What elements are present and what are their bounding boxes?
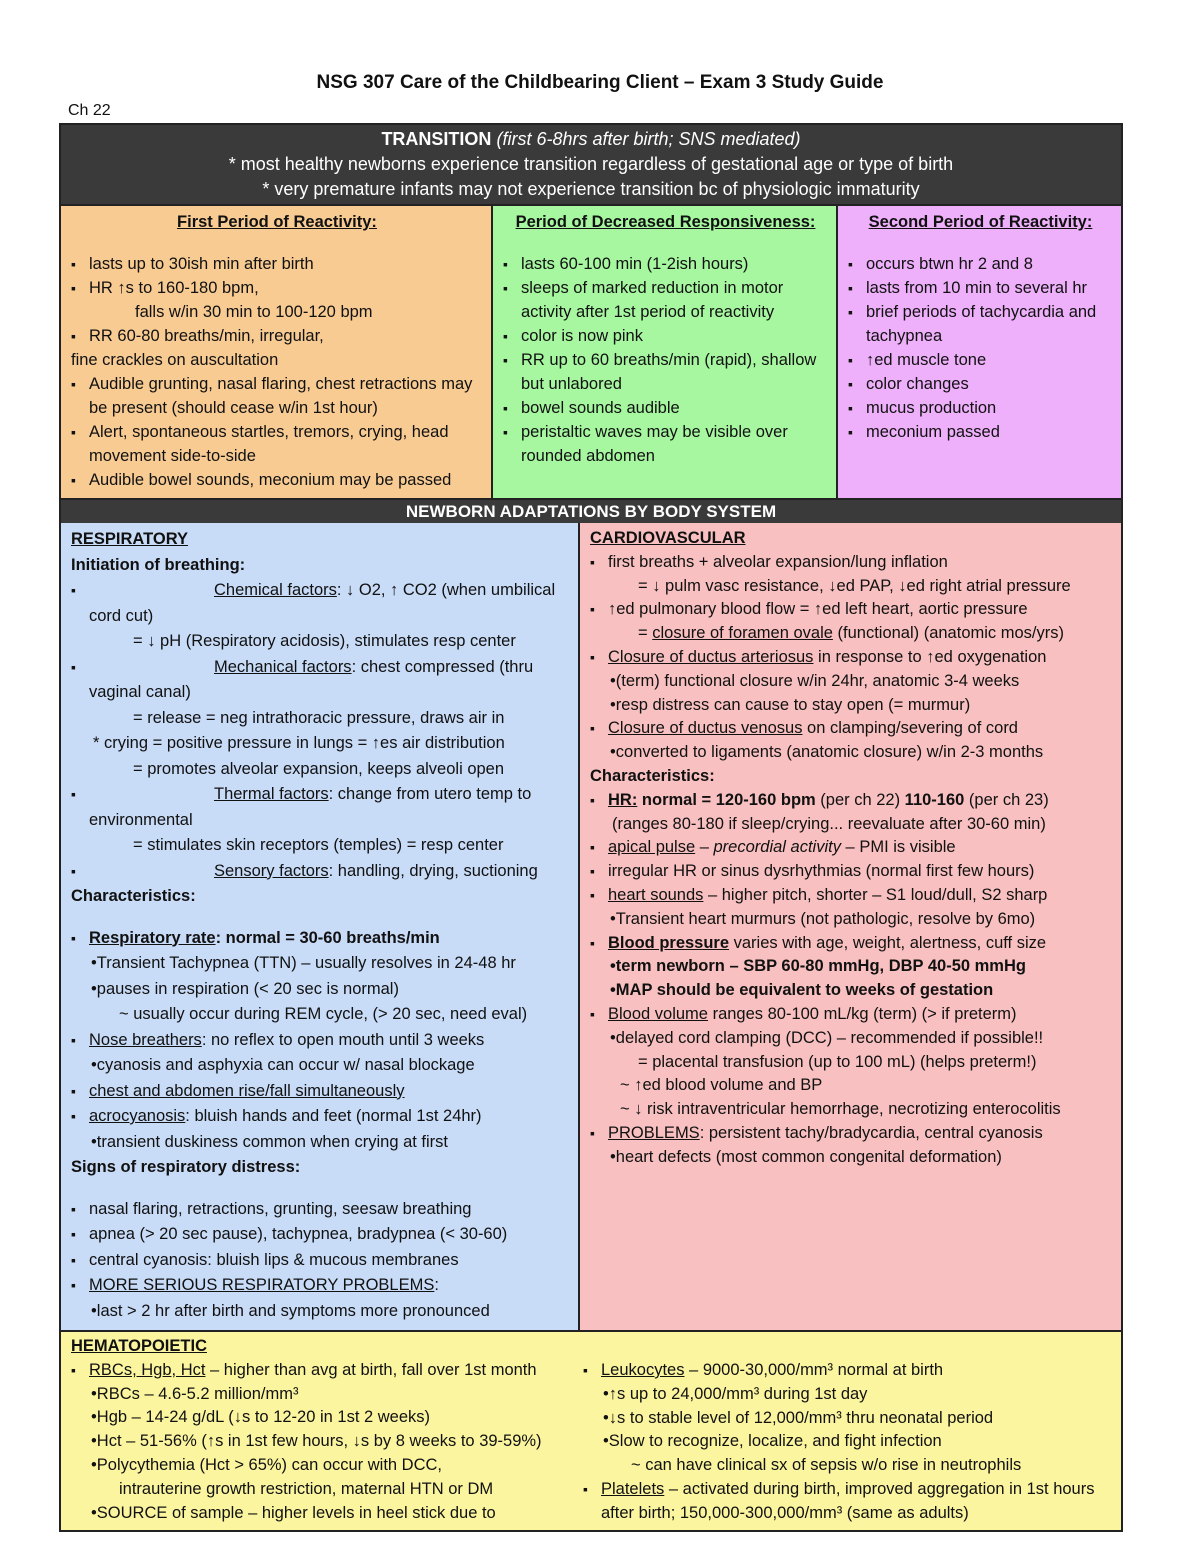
- apical-pulse-text: – PMI is visible: [840, 838, 956, 857]
- list-item-continuation: falls w/in 30 min to 100-120 bpm: [135, 303, 373, 321]
- acro-text: : bluish hands and feet (normal 1st 24hr): [185, 1107, 482, 1125]
- transition-heading: TRANSITION: [381, 129, 492, 149]
- hr-text: normal = 120-160 bpm: [637, 790, 816, 809]
- leu-sub-1: • ↑s up to 24,000/mm³ during 1st day: [583, 1383, 1113, 1407]
- rr-label: Respiratory rate: [89, 928, 216, 947]
- bp-label: Blood pressure: [608, 933, 730, 952]
- list-item: ▪ apical pulse – precordial activity – PMI is visible: [590, 836, 1113, 860]
- rbc-label: RBCs, Hgb, Hct: [89, 1360, 206, 1379]
- list-item: ▪ Alert, spontaneous startles, tremors, crying, head movement side-to-side: [71, 420, 483, 468]
- list-item: [71, 782, 570, 833]
- apical-pulse-label: apical pulse: [608, 838, 696, 857]
- rr-text: : normal = 30-60 breaths/min: [215, 928, 440, 947]
- reactivity-periods-row: [61, 204, 1121, 498]
- chem-label: Chemical factors: [214, 581, 337, 599]
- list-item: ▪ brief periods of tachycardia and tachypnea: [848, 300, 1113, 348]
- list-item: [71, 859, 570, 885]
- problems-label: PROBLEMS: [608, 1123, 700, 1142]
- transition-header: [61, 125, 1121, 204]
- list-item: ▪ irregular HR or sinus dysrhythmias (normal first few hours): [590, 860, 1113, 884]
- mech-label: Mechanical factors: [214, 657, 352, 676]
- list-item: [590, 1122, 1113, 1146]
- list-item: [590, 789, 1113, 813]
- list-item: [71, 926, 570, 952]
- bp-sub-2: • MAP should be equivalent to weeks of gestation: [590, 979, 1113, 1003]
- bp-text: varies with age, weight, alertness, cuff size: [729, 933, 1047, 952]
- blood-volume-text: ranges 80-100 mL/kg (term) (> if preterm): [707, 1004, 1017, 1023]
- respiratory-column: [61, 523, 580, 1330]
- initiation-label: Initiation of breathing:: [71, 555, 246, 574]
- rr-sub-2: • pauses in respiration (< 20 sec is normal): [71, 977, 570, 1003]
- heart-sounds-text: – higher pitch, shorter – S1 loud/dull, S2 sharp: [703, 885, 1048, 904]
- bv-sub-3: ~ ↑ed blood volume and BP: [620, 1076, 823, 1095]
- foramen-ovale-label: closure of foramen ovale: [652, 624, 833, 643]
- list-item: [71, 578, 570, 629]
- serious-problems-sub: • last > 2 hr after birth and symptoms more pronounced: [71, 1299, 570, 1325]
- ductus-venosus-label: Closure of ductus venosus: [608, 719, 803, 738]
- c1-sub: = ↓ pulm vasc resistance, ↓ed PAP, ↓ed right atrial pressure: [638, 576, 1071, 595]
- therm-text: : change from utero temp to environmental: [89, 785, 532, 829]
- rbc-sub-4: • Polycythemia (Hct > 65%) can occur with DCC,: [71, 1454, 583, 1478]
- list-item: ▪ RR 60-80 breaths/min, irregular,: [71, 324, 483, 348]
- mech-sub-1: = release = neg intrathoracic pressure, draws air in: [133, 708, 505, 727]
- list-item: [590, 717, 1113, 741]
- list-item: [583, 1478, 1113, 1526]
- list-item: ▪ RR up to 60 breaths/min (rapid), shallow but unlabored: [503, 348, 828, 396]
- list-item: ▪ central cyanosis: bluish lips & mucous membranes: [71, 1248, 570, 1274]
- list-item: ▪ ↑ed pulmonary blood flow = ↑ed left heart, aortic pressure: [590, 598, 1113, 622]
- apical-pulse-mid: precordial activity: [713, 838, 841, 857]
- leu-sub-2: • ↓s to stable level of 12,000/mm³ thru neonatal period: [583, 1407, 1113, 1431]
- hematopoietic-section: [61, 1330, 1121, 1530]
- serious-problems-label: MORE SERIOUS RESPIRATORY PROBLEMS: [89, 1276, 435, 1294]
- list-item: [71, 655, 570, 706]
- rbc-sub-3: • Hct – 51-56% (↑s in 1st few hours, ↓s by 8 weeks to 39-59%): [71, 1430, 583, 1454]
- hr-label: HR:: [608, 790, 638, 809]
- list-item: ▪ lasts up to 30ish min after birth: [71, 252, 483, 276]
- ductus-arteriosus-text: in response to ↑ed oxygenation: [813, 647, 1047, 666]
- bv-sub-2: = placental transfusion (up to 100 mL) (helps preterm!): [638, 1052, 1037, 1071]
- heart-sounds-label: heart sounds: [608, 885, 704, 904]
- platelets-text: – activated during birth, improved aggregation in 1st hours after birth; 150,000-300,000/mm³ (same as adults): [601, 1479, 1095, 1522]
- decreased-period-title: Period of Decreased Responsiveness:: [515, 213, 816, 231]
- adaptations-header: NEWBORN ADAPTATIONS BY BODY SYSTEM: [61, 498, 1121, 523]
- transition-line-2: * very premature infants may not experience transition bc of physiologic immaturity: [262, 179, 920, 199]
- nose-label: Nose breathers: [89, 1030, 202, 1049]
- foramen-ovale-text: (functional) (anatomic mos/yrs): [832, 624, 1064, 643]
- ductus-arteriosus-label: Closure of ductus arteriosus: [608, 647, 814, 666]
- second-period-title: Second Period of Reactivity:: [868, 213, 1093, 231]
- decreased-period-column: [493, 206, 838, 498]
- rbc-sub-4b: intrauterine growth restriction, maternal HTN or DM: [119, 1479, 494, 1498]
- mech-text: : chest compressed (thru vaginal canal): [89, 657, 534, 701]
- rr-sub-1: • Transient Tachypnea (TTN) – usually resolves in 24-48 hr: [71, 951, 570, 977]
- nose-sub: • cyanosis and asphyxia can occur w/ nasal blockage: [71, 1053, 570, 1079]
- mech-sub-2: * crying = positive pressure in lungs = ↑es air distribution: [93, 734, 505, 752]
- rbc-sub-5: • SOURCE of sample – higher levels in heel stick due to: [71, 1502, 583, 1526]
- hr-ch22: (per ch 22): [815, 790, 905, 809]
- hs-sub: • Transient heart murmurs (not pathologic, resolve by 6mo): [590, 908, 1113, 932]
- platelets-label: Platelets: [601, 1479, 665, 1498]
- list-item: ▪ bowel sounds audible: [503, 396, 828, 420]
- chem-sub: = ↓ pH (Respiratory acidosis), stimulates resp center: [133, 632, 516, 650]
- nose-text: : no reflex to open mouth until 3 weeks: [201, 1030, 485, 1049]
- list-item: [71, 1104, 570, 1130]
- study-guide-table: [59, 123, 1123, 1532]
- list-item: ▪ meconium passed: [848, 420, 1113, 444]
- list-item: ▪ MORE SERIOUS RESPIRATORY PROBLEMS:: [71, 1273, 570, 1299]
- chapter-label: Ch 22: [68, 102, 111, 119]
- first-period-title: First Period of Reactivity:: [177, 213, 377, 231]
- list-item: [590, 932, 1113, 956]
- blood-volume-label: Blood volume: [608, 1004, 708, 1023]
- list-item: ▪ Audible bowel sounds, meconium may be passed: [71, 468, 483, 492]
- leukocytes-label: Leukocytes: [601, 1361, 685, 1379]
- transition-note: (first 6-8hrs after birth; SNS mediated): [496, 129, 801, 149]
- list-item: [590, 884, 1113, 908]
- bv-sub-1: • delayed cord clamping (DCC) – recommended if possible!!: [590, 1027, 1113, 1051]
- list-item: [583, 1359, 1113, 1383]
- list-item: ▪ HR ↑s to 160-180 bpm,: [71, 276, 483, 300]
- rr-sub-3: ~ usually occur during REM cycle, (> 20 sec, need eval): [119, 1005, 528, 1023]
- rbc-sub-1: • RBCs – 4.6-5.2 million/mm³: [71, 1383, 583, 1407]
- therm-sub: = stimulates skin receptors (temples) = resp center: [133, 836, 504, 854]
- c2-sub: = closure of foramen ovale (functional) (anatomic mos/yrs): [638, 624, 1064, 643]
- list-item: ▪ occurs btwn hr 2 and 8: [848, 252, 1113, 276]
- rbc-sub-2: • Hgb – 14-24 g/dL (↓s to 12-20 in 1st 2 weeks): [71, 1406, 583, 1430]
- list-item: ▪ apnea (> 20 sec pause), tachypnea, bradypnea (< 30-60): [71, 1222, 570, 1248]
- first-period-column: [61, 206, 493, 498]
- list-item: ▪ lasts 60-100 min (1-2ish hours): [503, 252, 828, 276]
- list-item: ▪ first breaths + alveolar expansion/lung inflation: [590, 551, 1113, 575]
- hematopoietic-heading: HEMATOPOIETIC: [71, 1337, 207, 1355]
- hr-ch23: (per ch 23): [964, 790, 1049, 809]
- list-item: ▪ ↑ed muscle tone: [848, 348, 1113, 372]
- c4-sub: • converted to ligaments (anatomic closure) w/in 2-3 months: [590, 741, 1113, 765]
- ductus-venosus-text: on clamping/severing of cord: [802, 719, 1018, 738]
- list-item: ▪ lasts from 10 min to several hr: [848, 276, 1113, 300]
- c3-sub-2: • resp distress can cause to stay open (= murmur): [590, 694, 1113, 718]
- hr-sub: (ranges 80-180 if sleep/crying... reevaluate after 30-60 min): [612, 814, 1046, 833]
- list-item: ▪ color changes: [848, 372, 1113, 396]
- acro-sub: • transient duskiness common when crying at first: [71, 1130, 570, 1156]
- cardiovascular-heading: CARDIOVASCULAR: [590, 529, 746, 547]
- respiratory-heading: RESPIRATORY: [71, 530, 189, 548]
- list-item: ▪ chest and abdomen rise/fall simultaneously: [71, 1079, 570, 1105]
- cardiovascular-column: [580, 523, 1121, 1330]
- list-item: ▪ sleeps of marked reduction in motor activity after 1st period of reactivity: [503, 276, 828, 324]
- bp-sub-1: • term newborn – SBP 60-80 mmHg, DBP 40-50 mmHg: [590, 955, 1113, 979]
- list-item: ▪ Audible grunting, nasal flaring, chest retractions may be present (should cease w/in 1st hour): [71, 372, 483, 420]
- resp-characteristics-label: Characteristics:: [71, 887, 196, 905]
- systems-row: [61, 523, 1121, 1330]
- list-item: [71, 1028, 570, 1054]
- transition-line-1: * most healthy newborns experience transition regardless of gestational age or type of birth: [228, 154, 954, 174]
- list-item: [590, 646, 1113, 670]
- hematopoietic-left: [71, 1335, 583, 1526]
- list-item: [590, 1003, 1113, 1027]
- distress-label: Signs of respiratory distress:: [71, 1158, 301, 1176]
- list-item: ▪ mucus production: [848, 396, 1113, 420]
- leu-sub-3: • Slow to recognize, localize, and fight infection: [583, 1430, 1113, 1454]
- hr-alt: 110-160: [904, 790, 965, 809]
- list-item: ▪ color is now pink: [503, 324, 828, 348]
- list-item: ▪ peristaltic waves may be visible over rounded abdomen: [503, 420, 828, 468]
- bv-sub-4: ~ ↓ risk intraventricular hemorrhage, necrotizing enterocolitis: [620, 1100, 1061, 1119]
- list-item: ▪ nasal flaring, retractions, grunting, seesaw breathing: [71, 1197, 570, 1223]
- cardio-characteristics-label: Characteristics:: [590, 766, 715, 785]
- hematopoietic-right: [583, 1335, 1113, 1526]
- page-title: NSG 307 Care of the Childbearing Client – Exam 3 Study Guide: [316, 72, 884, 93]
- rbc-text: – higher than avg at birth, fall over 1st month: [205, 1360, 537, 1379]
- therm-label: Thermal factors: [214, 785, 329, 803]
- problems-text: : persistent tachy/bradycardia, central cyanosis: [699, 1123, 1043, 1142]
- c3-sub-1: • (term) functional closure w/in 24hr, anatomic 3-4 weeks: [590, 670, 1113, 694]
- acro-label: acrocyanosis: [89, 1107, 186, 1125]
- problems-sub: • heart defects (most common congenital deformation): [590, 1146, 1113, 1170]
- sens-text: : handling, drying, suctioning: [328, 861, 538, 880]
- leu-sub-4: ~ can have clinical sx of sepsis w/o rise in neutrophils: [631, 1456, 1022, 1475]
- list-item: [71, 1359, 583, 1383]
- list-item-continuation: fine crackles on auscultation: [71, 351, 279, 369]
- chem-text: : ↓ O2, ↑ CO2 (when umbilical cord cut): [89, 581, 556, 625]
- second-period-column: [838, 206, 1121, 498]
- mech-sub-3: = promotes alveolar expansion, keeps alveoli open: [133, 759, 505, 778]
- leukocytes-text: – 9000-30,000/mm³ normal at birth: [684, 1361, 944, 1379]
- sens-label: Sensory factors: [214, 861, 329, 880]
